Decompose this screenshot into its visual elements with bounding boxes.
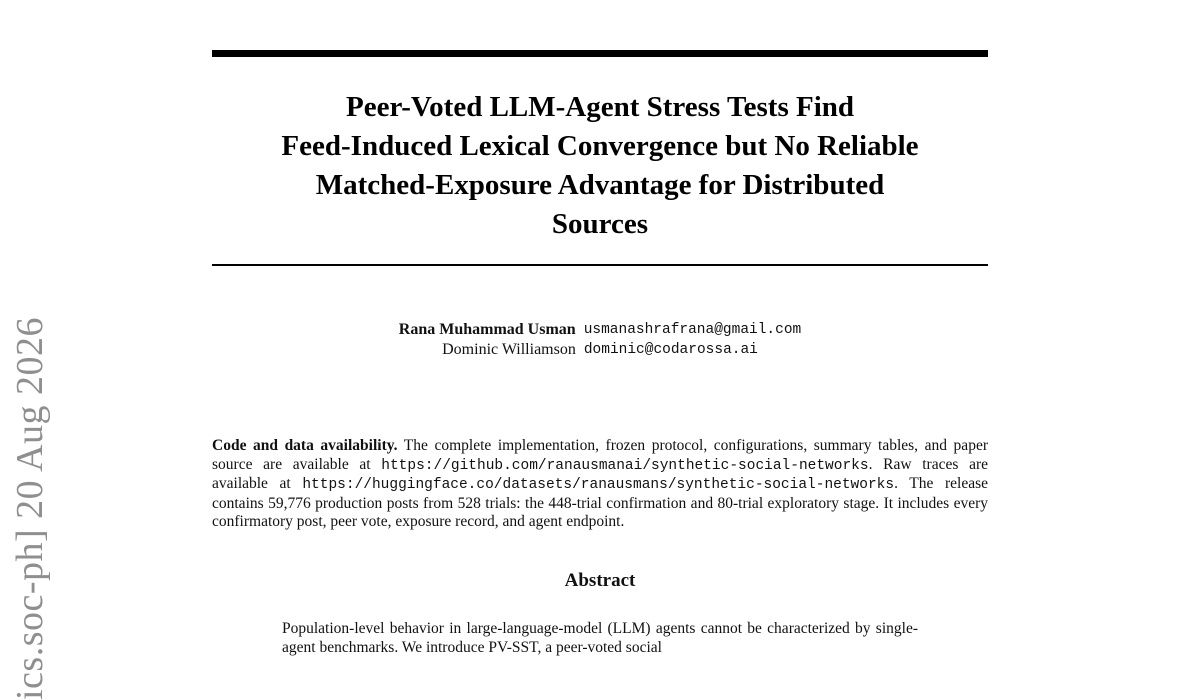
paper-title xyxy=(212,88,988,244)
availability-text: . The release contains 59,776 production posts from 528 trials: the 448-trial confirmation and 80-trial exploratory stage. It includes every confirmatory post, peer vote, exposure record, and agent endpoint. xyxy=(212,475,989,531)
availability-text: The complete implementation, frozen protocol, configurations, summary tables, and paper source are available at xyxy=(212,437,988,473)
author-block xyxy=(212,320,988,360)
data-availability-statement xyxy=(212,437,988,532)
availability-lead: Code and data availability. xyxy=(212,437,398,454)
title-bottom-rule xyxy=(212,264,988,266)
abstract-heading: Abstract xyxy=(564,570,636,591)
arxiv-identifier-stamp: ics.soc-ph] 20 Aug 2026 xyxy=(9,316,51,700)
title-line: Sources xyxy=(551,208,649,240)
author-row xyxy=(212,340,988,360)
author-email[interactable]: dominic@codarossa.ai xyxy=(583,342,758,358)
author-name: Rana Muhammad Usman xyxy=(398,321,576,338)
author-email[interactable]: usmanashrafrana@gmail.com xyxy=(583,322,802,338)
title-line: Peer-Voted LLM-Agent Stress Tests Find xyxy=(345,91,855,123)
title-top-rule xyxy=(212,50,988,57)
title-line: Matched-Exposure Advantage for Distributed xyxy=(315,169,885,201)
availability-text: . Raw traces are available at xyxy=(212,455,988,493)
author-row xyxy=(212,320,988,340)
title-line: Feed-Induced Lexical Convergence but No Reliable xyxy=(281,130,919,162)
abstract-body: Population-level behavior in large-language-model (LLM) agents cannot be characterized by single-agent benchmarks. We introduce PV-SST, a peer-voted social xyxy=(282,620,918,656)
github-link[interactable]: https://github.com/ranausmanai/synthetic-social-networks xyxy=(381,457,869,474)
huggingface-link[interactable]: https://huggingface.co/datasets/ranausmans/synthetic-social-networks xyxy=(302,477,895,494)
author-name: Dominic Williamson xyxy=(442,341,576,358)
